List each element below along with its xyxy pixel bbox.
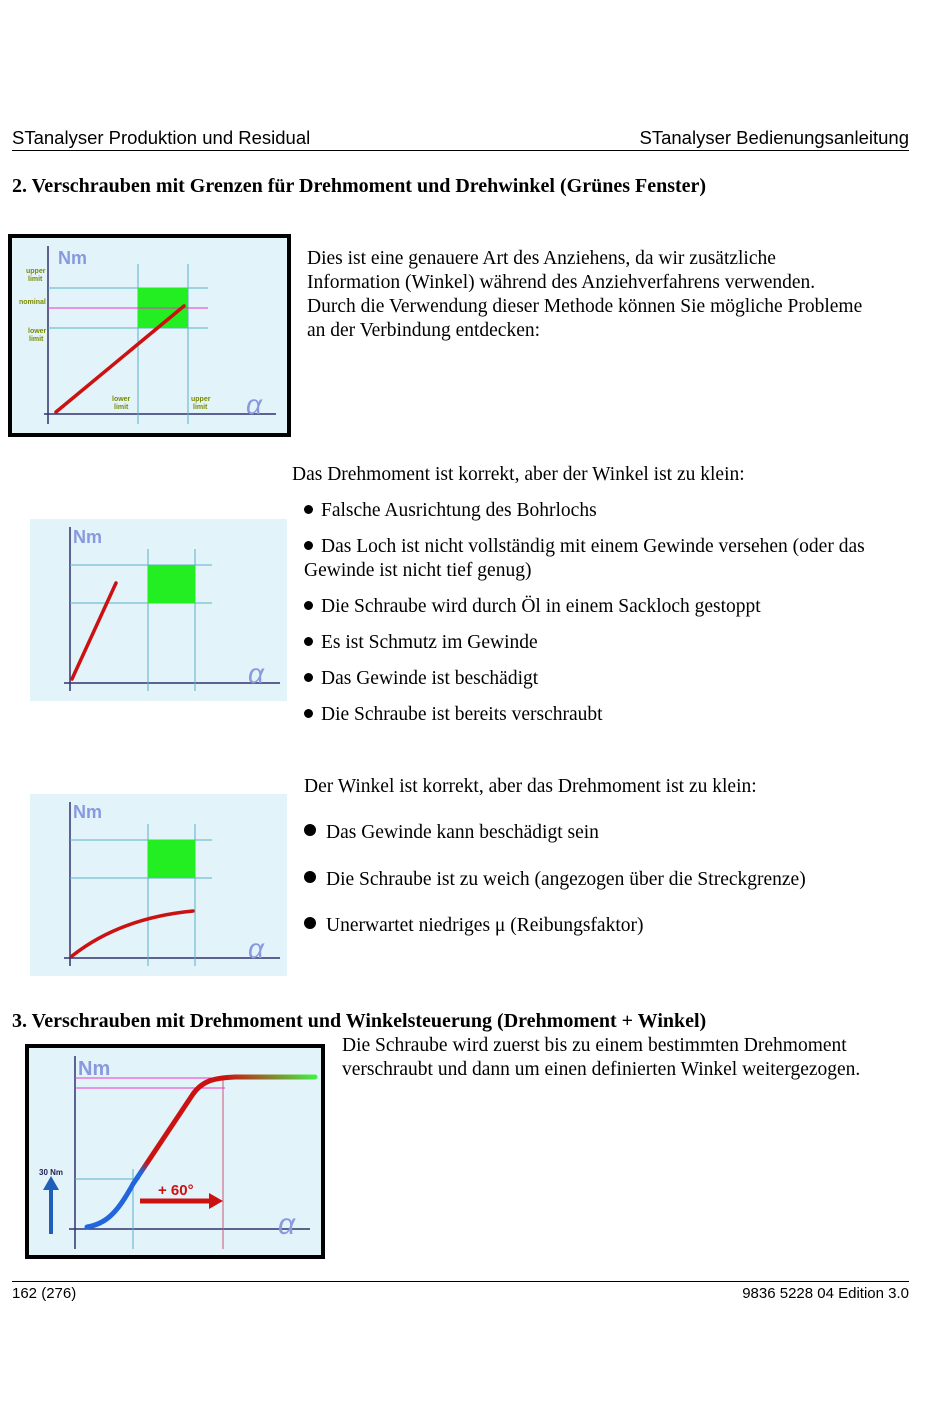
footer-page-number: 162 (276) <box>12 1285 77 1302</box>
case-1-heading: Das Drehmoment ist korrekt, aber der Winkel ist zu klein: <box>292 464 745 485</box>
torque-label: 30 Nm <box>39 1168 64 1177</box>
torque-angle-diagram <box>25 1044 325 1259</box>
torque-too-small-diagram <box>30 794 287 976</box>
bullet-text: Die Schraube ist bereits verschraubt <box>321 704 603 725</box>
bullet-item <box>304 667 538 691</box>
green-window <box>148 565 195 603</box>
lower-angle-label-1: lower <box>112 396 131 403</box>
case-2-heading: Der Winkel ist korrekt, aber das Drehmoment ist zu klein: <box>304 776 757 797</box>
lower-angle-label-2: limit <box>114 404 129 411</box>
upper-angle-label-1: upper <box>191 396 211 403</box>
bullet-text: Falsche Ausrichtung des Bohrlochs <box>321 500 597 521</box>
footer-rule <box>12 1281 909 1282</box>
bullet-item <box>304 914 643 938</box>
footer-doc-id: 9836 5228 04 Edition 3.0 <box>742 1285 909 1302</box>
header-rule <box>12 150 909 151</box>
bullet-dot <box>304 709 313 718</box>
alpha-label: α <box>248 933 264 964</box>
bullet-dot <box>304 871 316 883</box>
bullet-text: Die Schraube ist zu weich (angezogen über die Streckgrenze) <box>326 869 806 890</box>
bullet-dot <box>304 824 316 836</box>
header-right: STanalyser Bedienungsanleitung <box>639 127 909 148</box>
lower-label-2: limit <box>29 336 44 343</box>
upper-label-1: upper <box>26 268 46 275</box>
alpha-label: α <box>248 658 264 689</box>
bullet-item <box>304 868 806 892</box>
alpha-label: α <box>246 389 262 420</box>
angle-label: + 60° <box>158 1182 194 1199</box>
bullet-item <box>304 821 599 845</box>
bullet-text: Das Loch ist nicht vollständig mit einem Gewinde versehen (oder das <box>321 536 865 557</box>
intro-line: Dies ist eine genauere Art des Anziehens, da wir zusätzliche <box>307 248 776 269</box>
angle-too-small-diagram <box>30 519 287 701</box>
section-3-line: verschraubt und dann um einen definierten Winkel weitergezogen. <box>342 1059 861 1080</box>
bullet-item <box>304 535 865 559</box>
intro-paragraph <box>307 247 862 343</box>
nominal-label: nominal <box>19 299 46 306</box>
bullet-text: Es ist Schmutz im Gewinde <box>321 632 538 653</box>
section-3-line: Die Schraube wird zuerst bis zu einem bestimmten Drehmoment <box>342 1035 847 1056</box>
alpha-label: α <box>278 1208 296 1241</box>
green-window <box>148 840 195 878</box>
section-3-text <box>342 1034 860 1082</box>
bullet-dot <box>304 505 313 514</box>
bullet-continuation: Gewinde ist nicht tief genug) <box>304 560 532 581</box>
intro-line: an der Verbindung entdecken: <box>307 320 541 341</box>
bullet-item <box>304 499 597 523</box>
bullet-dot <box>304 541 313 550</box>
nm-label: Nm <box>78 1058 111 1080</box>
bullet-text: Das Gewinde ist beschädigt <box>321 668 539 689</box>
tolerance-window-diagram <box>8 234 291 437</box>
bullet-item <box>304 703 603 727</box>
lower-label-1: lower <box>28 328 47 335</box>
header-left: STanalyser Produktion und Residual <box>12 127 311 148</box>
nm-label: Nm <box>58 248 88 268</box>
bullet-text: Das Gewinde kann beschädigt sein <box>326 822 599 843</box>
section-2-heading: 2. Verschrauben mit Grenzen für Drehmoment und Drehwinkel (Grünes Fenster) <box>12 175 707 197</box>
bullet-dot <box>304 637 313 646</box>
bullet-dot <box>304 917 316 929</box>
nm-label: Nm <box>73 527 103 547</box>
bullet-dot <box>304 601 313 610</box>
intro-line: Information (Winkel) während des Anziehverfahrens verwenden. <box>307 272 816 293</box>
bullet-dot <box>304 673 313 682</box>
bullet-text: Unerwartet niedriges μ (Reibungsfaktor) <box>326 915 644 936</box>
upper-angle-label-2: limit <box>193 404 208 411</box>
upper-label-2: limit <box>28 276 43 283</box>
bullet-item <box>304 631 538 655</box>
section-3-heading: 3. Verschrauben mit Drehmoment und Winkelsteuerung (Drehmoment + Winkel) <box>12 1010 707 1032</box>
bullet-text: Die Schraube wird durch Öl in einem Sackloch gestoppt <box>321 596 761 617</box>
nm-label: Nm <box>73 802 103 822</box>
bullet-item <box>304 595 761 619</box>
intro-line: Durch die Verwendung dieser Methode können Sie mögliche Probleme <box>307 296 863 317</box>
